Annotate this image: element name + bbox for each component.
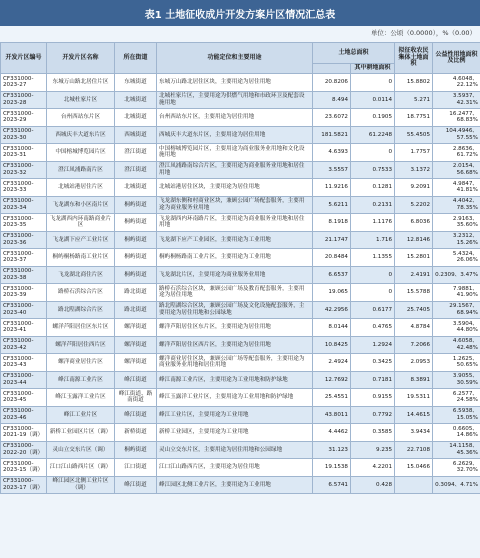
cell-area: 11.9216 — [313, 179, 351, 197]
cell-area: 8.0144 — [313, 319, 351, 337]
cell-name: 中国榕城博览园片区 — [47, 144, 115, 162]
cell-name: 飞龙湖东和小区南片区 — [47, 196, 115, 214]
cell-collective: 12.8146 — [395, 231, 433, 249]
cell-code: CF331000-2023-38 — [1, 266, 47, 284]
table-row — [1, 214, 480, 232]
cell-area: 25.4551 — [313, 389, 351, 407]
cell-name: 台州西站东片区 — [47, 109, 115, 127]
cell-street: 峰江街道 — [115, 476, 157, 494]
table-title — [0, 0, 480, 26]
cell-area: 3.5557 — [313, 161, 351, 179]
cell-public: 0.6605、14.86% — [433, 424, 480, 442]
cell-collective: 19.5311 — [395, 389, 433, 407]
cell-farmland: 0.2131 — [351, 196, 395, 214]
cell-collective: 22.7108 — [395, 441, 433, 459]
cell-public: 4.6058、42.48% — [433, 336, 480, 354]
cell-public: 4.6048、22.12% — [433, 74, 480, 92]
cell-area: 42.2956 — [313, 301, 351, 319]
cell-area: 6.5741 — [313, 476, 351, 494]
cell-public: 6.2577、24.58% — [433, 389, 480, 407]
cell-code: CF331000-2023-29 — [1, 109, 47, 127]
cell-public: 3.5937、42.31% — [433, 91, 480, 109]
cell-public: 2.9163、35.60% — [433, 214, 480, 232]
cell-farmland: 0 — [351, 144, 395, 162]
cell-function: 螺洋芦阳居住区东片区，主要用途为居住用地 — [157, 319, 313, 337]
cell-collective: 8.3891 — [395, 371, 433, 389]
cell-street: 北城街道 — [115, 109, 157, 127]
table-row — [1, 441, 480, 459]
cell-public: 104.4946、57.55% — [433, 126, 480, 144]
cell-public: 0.3094、4.71% — [433, 476, 480, 494]
cell-function: 峰江南源工业片区，主要用途为工业用地和防护绿地 — [157, 371, 313, 389]
cell-street: 新桥街道 — [115, 424, 157, 442]
cell-farmland: 0.1905 — [351, 109, 395, 127]
cell-area: 4.6393 — [313, 144, 351, 162]
cell-name: 新桥工业园区片区（调） — [47, 424, 115, 442]
cell-public: 6.2629、32.70% — [433, 459, 480, 477]
cell-street: 桐屿街道 — [115, 231, 157, 249]
cell-name: 峰江南源工业片区 — [47, 371, 115, 389]
cell-street: 桐屿街道 — [115, 249, 157, 267]
cell-area: 8.494 — [313, 91, 351, 109]
cell-farmland: 1.1355 — [351, 249, 395, 267]
cell-function: 北城杜家片区，主要用途为供燃气用地和市政环卫及配套设施用地 — [157, 91, 313, 109]
cell-public: 3.2312、15.26% — [433, 231, 480, 249]
cell-area: 19.1538 — [313, 459, 351, 477]
cell-name: 飞龙湖下应产工业片区 — [47, 231, 115, 249]
cell-name: 北城杜家片区 — [47, 91, 115, 109]
table-title-text: 表1 土地征收成片开发方案片区情况汇总表 — [144, 9, 336, 21]
cell-function: 东城万山路北居住区块，主要用途为居住用地 — [157, 74, 313, 92]
table-row — [1, 249, 480, 267]
cell-name: 桐屿桐杨路南工业片区 — [47, 249, 115, 267]
cell-area: 5.6211 — [313, 196, 351, 214]
cell-code: CF331000-2023-37 — [1, 249, 47, 267]
cell-farmland: 0.4765 — [351, 319, 395, 337]
cell-public: 0.2309、3.47% — [433, 266, 480, 284]
table-row — [1, 231, 480, 249]
table-row — [1, 371, 480, 389]
cell-code: CF331000-2023-28 — [1, 91, 47, 109]
cell-street: 澄江街道 — [115, 161, 157, 179]
table-row — [1, 424, 480, 442]
cell-street: 澄江街道 — [115, 144, 157, 162]
cell-collective — [395, 476, 433, 494]
table-row — [1, 126, 480, 144]
cell-code: CF331000-2023-41 — [1, 319, 47, 337]
cell-area: 20.8206 — [313, 74, 351, 92]
cell-function: 螺洋商业居住区块，兼顾公园广场等配套服务，主要用途为商业服务业用地和居住用地 — [157, 354, 313, 372]
cell-farmland: 1.2924 — [351, 336, 395, 354]
cell-function: 飞龙湖东侧和村商业区块，兼顾公园广场配套服务，主要用途为商业服务业用地 — [157, 196, 313, 214]
cell-area: 6.6537 — [313, 266, 351, 284]
cell-public: 4.4042、78.35% — [433, 196, 480, 214]
table-row — [1, 144, 480, 162]
cell-function: 峰江工业片区，主要用途为工业用地 — [157, 406, 313, 424]
cell-farmland: 0.9155 — [351, 389, 395, 407]
cell-farmland: 1.1176 — [351, 214, 395, 232]
cell-collective: 15.0466 — [395, 459, 433, 477]
cell-function: 桐屿桐杨路南工业片区，主要用途为工业用地 — [157, 249, 313, 267]
cell-code: CF331000-2022-20（调） — [1, 441, 47, 459]
table-row — [1, 91, 480, 109]
cell-farmland: 9.235 — [351, 441, 395, 459]
cell-function: 西城庆丰大道东片区，主要用途为居住用地 — [157, 126, 313, 144]
cell-name: 飞龙湖北商住片区 — [47, 266, 115, 284]
cell-code: CF331000-2023-39 — [1, 284, 47, 302]
cell-street: 东城街道 — [115, 74, 157, 92]
cell-function: 飞龙湖西内环南路片区，主要用途为商业服务业用地和居住用地 — [157, 214, 313, 232]
cell-farmland: 0 — [351, 284, 395, 302]
cell-public: 5.4324、26.06% — [433, 249, 480, 267]
cell-street: 桐屿街道 — [115, 214, 157, 232]
cell-function: 螺洋芦阳居住区西片区，主要用途为居住用地 — [157, 336, 313, 354]
table-row — [1, 196, 480, 214]
cell-code: CF331000-2023-40 — [1, 301, 47, 319]
cell-code: CF331000-2023-43 — [1, 354, 47, 372]
cell-collective: 5.2202 — [395, 196, 433, 214]
cell-name: 江口江山路西片区（调） — [47, 459, 115, 477]
cell-farmland: 0 — [351, 266, 395, 284]
cell-public: 3.9055、30.59% — [433, 371, 480, 389]
cell-public: 16.2477、68.83% — [433, 109, 480, 127]
cell-name: 西城庆丰大道东片区 — [47, 126, 115, 144]
cell-street: 西城街道 — [115, 126, 157, 144]
cell-function: 路桥石浜综合区块，兼顾公园广场及教育配套服务，主要用途为居住用地 — [157, 284, 313, 302]
header-name: 开发片区名称 — [47, 43, 115, 74]
cell-farmland: 0 — [351, 74, 395, 92]
cell-public: 4.9847、41.81% — [433, 179, 480, 197]
cell-farmland: 0.1281 — [351, 179, 395, 197]
cell-area: 181.5821 — [313, 126, 351, 144]
cell-area: 31.123 — [313, 441, 351, 459]
cell-collective: 6.8036 — [395, 214, 433, 232]
table-row — [1, 459, 480, 477]
cell-street: 江口街道 — [115, 459, 157, 477]
cell-street: 路北街道 — [115, 284, 157, 302]
cell-name: 峰江玉露洋工业片区 — [47, 389, 115, 407]
cell-street: 峰江街道 — [115, 371, 157, 389]
table-row — [1, 406, 480, 424]
cell-collective: 1.7757 — [395, 144, 433, 162]
cell-collective: 15.5788 — [395, 284, 433, 302]
cell-function: 北城站港居住区块，主要用途为居住用地 — [157, 179, 313, 197]
table-row — [1, 301, 480, 319]
cell-name: 螺洋商业居住片区 — [47, 354, 115, 372]
cell-street: 桐屿街道 — [115, 196, 157, 214]
cell-street: 螺洋街道 — [115, 319, 157, 337]
cell-area: 19.065 — [313, 284, 351, 302]
cell-public: 29.1567、68.94% — [433, 301, 480, 319]
cell-area: 43.8011 — [313, 406, 351, 424]
cell-function: 峰江园区北侧工业片区，主要用途为工业用地 — [157, 476, 313, 494]
cell-collective: 55.4505 — [395, 126, 433, 144]
cell-area: 2.4924 — [313, 354, 351, 372]
cell-code: CF331000-2023-30 — [1, 126, 47, 144]
header-code: 开发片区编号 — [1, 43, 47, 74]
cell-function: 新桥工业园区，主要用途为工业用地 — [157, 424, 313, 442]
cell-street: 峰江街道、路南街道 — [115, 389, 157, 407]
cell-collective: 25.7405 — [395, 301, 433, 319]
cell-farmland: 0.7533 — [351, 161, 395, 179]
cell-name: 螺洋芦阳居住西片区 — [47, 336, 115, 354]
cell-collective: 2.4191 — [395, 266, 433, 284]
cell-farmland: 61.2248 — [351, 126, 395, 144]
table-row — [1, 336, 480, 354]
cell-code: CF331000-2023-34 — [1, 196, 47, 214]
cell-name: 灵山立交东片区（调） — [47, 441, 115, 459]
table-row — [1, 74, 480, 92]
cell-function: 澄江凤浦路南综合片区，主要用途为商业服务业用地和居住用地 — [157, 161, 313, 179]
cell-area: 4.4462 — [313, 424, 351, 442]
cell-function: 峰江玉露洋工业片区，主要用途为工业用地和防护绿地 — [157, 389, 313, 407]
cell-area: 8.1918 — [313, 214, 351, 232]
cell-farmland: 0.0114 — [351, 91, 395, 109]
cell-farmland: 0.7792 — [351, 406, 395, 424]
cell-farmland: 1.716 — [351, 231, 395, 249]
table-row — [1, 319, 480, 337]
cell-area: 10.8425 — [313, 336, 351, 354]
cell-function: 灵山立交东片区，主要用途为居住用地和公园绿地 — [157, 441, 313, 459]
cell-code: CF331000-2023-32 — [1, 161, 47, 179]
cell-farmland: 0.3425 — [351, 354, 395, 372]
cell-collective: 18.7751 — [395, 109, 433, 127]
cell-name: 峰江园区北侧工业片区（调） — [47, 476, 115, 494]
cell-collective: 14.4615 — [395, 406, 433, 424]
cell-code: CF331000-2023-46 — [1, 406, 47, 424]
table-row — [1, 109, 480, 127]
header-area-total — [313, 64, 351, 74]
cell-farmland: 4.2201 — [351, 459, 395, 477]
cell-area: 23.6072 — [313, 109, 351, 127]
cell-collective: 15.2801 — [395, 249, 433, 267]
cell-street: 北城街道 — [115, 91, 157, 109]
cell-street: 螺洋街道 — [115, 354, 157, 372]
cell-collective: 2.0953 — [395, 354, 433, 372]
cell-street: 桐屿街道 — [115, 266, 157, 284]
cell-collective: 15.8802 — [395, 74, 433, 92]
table-row — [1, 284, 480, 302]
cell-farmland: 0.7181 — [351, 371, 395, 389]
cell-name: 螺洋芦阳居住区东片区 — [47, 319, 115, 337]
cell-code: CF331000-2023-42 — [1, 336, 47, 354]
cell-street: 峰江街道 — [115, 406, 157, 424]
cell-farmland: 0.3585 — [351, 424, 395, 442]
summary-table — [0, 42, 480, 494]
table-row — [1, 179, 480, 197]
table-body — [1, 74, 480, 494]
cell-area: 20.8484 — [313, 249, 351, 267]
unit-note: 单位：公顷（0.0000），%（0.00） — [370, 29, 476, 37]
cell-street: 路北街道 — [115, 301, 157, 319]
header-collective: 拟征收农民集体土地面积 — [395, 43, 433, 74]
cell-code: CF331000-2023-27 — [1, 74, 47, 92]
cell-name: 澄江凤浦路南片区 — [47, 161, 115, 179]
cell-name: 飞龙湖西内环南路商业片区 — [47, 214, 115, 232]
cell-public: 14.1158、45.36% — [433, 441, 480, 459]
cell-code: CF331000-2023-31 — [1, 144, 47, 162]
cell-code: CF331000-2023-44 — [1, 371, 47, 389]
table-row — [1, 266, 480, 284]
cell-function: 飞龙湖北片区，主要用途为商业服务业用地 — [157, 266, 313, 284]
header-public: 公益性用地面积及比例 — [433, 43, 480, 74]
cell-collective: 7.2066 — [395, 336, 433, 354]
cell-collective: 5.271 — [395, 91, 433, 109]
cell-street: 北城街道 — [115, 179, 157, 197]
cell-code: CF331000-2023-35 — [1, 214, 47, 232]
cell-name: 峰江工业片区 — [47, 406, 115, 424]
cell-farmland: 0.6177 — [351, 301, 395, 319]
cell-street: 螺洋街道 — [115, 336, 157, 354]
cell-code: CF331000-2023-15（调） — [1, 459, 47, 477]
cell-name: 东城万山路北居住片区 — [47, 74, 115, 92]
cell-collective: 9.2091 — [395, 179, 433, 197]
cell-name: 路桥石浜综合片区 — [47, 284, 115, 302]
header-area: 土地总面积 — [313, 43, 395, 64]
cell-farmland: 0.428 — [351, 476, 395, 494]
table-row — [1, 389, 480, 407]
cell-function: 中国榕城博览园片区，主要用途为商业服务业用地和文化设施用地 — [157, 144, 313, 162]
cell-code: CF331000-2023-45 — [1, 389, 47, 407]
header-farmland: 其中耕地面积 — [351, 64, 395, 74]
table-row — [1, 354, 480, 372]
cell-code: CF331000-2021-19（调） — [1, 424, 47, 442]
table-row — [1, 161, 480, 179]
cell-code: CF331000-2023-17（调） — [1, 476, 47, 494]
cell-area: 21.1747 — [313, 231, 351, 249]
table-row — [1, 476, 480, 494]
cell-public: 2.8636、61.72% — [433, 144, 480, 162]
cell-name: 路北隍湖综合片区 — [47, 301, 115, 319]
cell-function: 台州西站东片区，主要用途为居住用地 — [157, 109, 313, 127]
cell-collective: 4.8784 — [395, 319, 433, 337]
cell-public: 2.0154、56.68% — [433, 161, 480, 179]
header-function: 功能定位和主要用途 — [157, 43, 313, 74]
cell-collective: 3.9434 — [395, 424, 433, 442]
cell-public: 3.5904、44.80% — [433, 319, 480, 337]
cell-function: 飞龙湖下应产工业园区，主要用途为工业用地 — [157, 231, 313, 249]
cell-collective: 3.1372 — [395, 161, 433, 179]
cell-function: 江口江山路西片区，主要用途为居住用地 — [157, 459, 313, 477]
cell-code: CF331000-2023-33 — [1, 179, 47, 197]
cell-public: 6.5938、15.05% — [433, 406, 480, 424]
cell-public: 1.2625、50.65% — [433, 354, 480, 372]
cell-street: 桐屿街道 — [115, 441, 157, 459]
cell-code: CF331000-2023-36 — [1, 231, 47, 249]
cell-name: 北城站港居住片区 — [47, 179, 115, 197]
cell-function: 路北隍湖综合区块，兼顾公园广场及文化设施配套服务，主要用途为居住用地和公园绿地 — [157, 301, 313, 319]
cell-area: 12.7692 — [313, 371, 351, 389]
header-street: 所在街道 — [115, 43, 157, 74]
cell-public: 7.9881、41.90% — [433, 284, 480, 302]
